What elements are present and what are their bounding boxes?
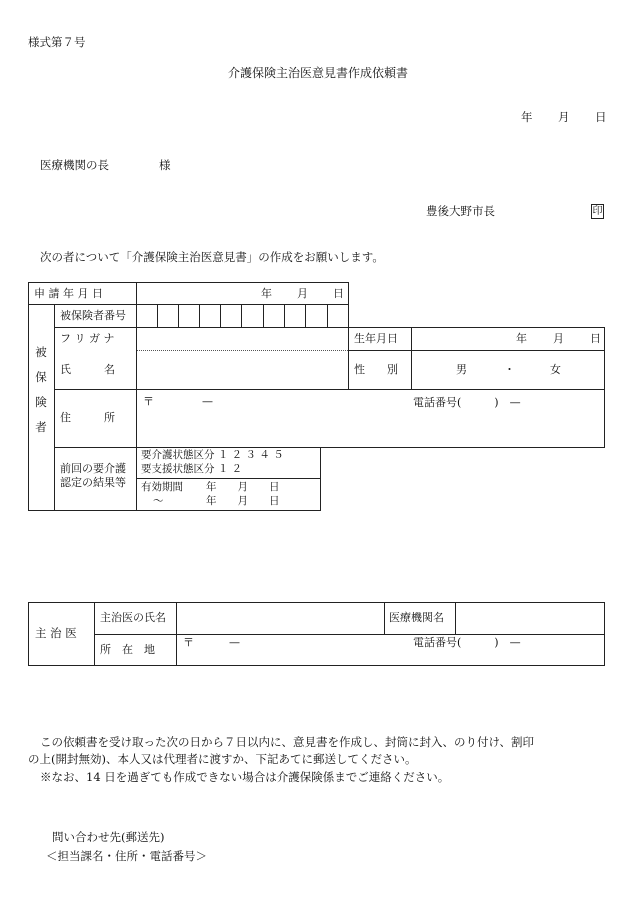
address-postal-dash: — bbox=[202, 395, 213, 408]
instruction-line-1: この依頼書を受け取った次の日から７日以内に、意見書を作成し、封筒に封入、のり付け、割印 bbox=[40, 735, 535, 749]
birthdate-label: 生年月日 bbox=[354, 332, 398, 345]
valid-to: 年 月 日 bbox=[206, 495, 280, 507]
support-levels: 要支援状態区分 １ ２ bbox=[141, 463, 243, 475]
contact-label: 問い合わせ先(郵送先) bbox=[52, 830, 165, 844]
doctor-phone-label: 電話番号( ) — bbox=[413, 636, 521, 649]
application-date-month: 月 bbox=[297, 287, 308, 300]
contact-detail: ＜担当課名・住所・電話番号＞ bbox=[46, 849, 207, 863]
prev-result-label-2: 認定の結果等 bbox=[60, 476, 126, 489]
seal-mark: 印 bbox=[592, 206, 603, 217]
furigana-label: フ リ ガ ナ bbox=[60, 332, 115, 345]
sex-female: 女 bbox=[550, 363, 561, 376]
addressee: 医療機関の長 bbox=[40, 158, 109, 172]
page-title: 介護保険主治医意見書作成依頼書 bbox=[228, 66, 409, 80]
doctor-side-label: 主 治 医 bbox=[35, 626, 77, 640]
header-date-day: 日 bbox=[595, 110, 607, 124]
birthdate-year: 年 bbox=[516, 332, 527, 345]
request-text: 次の者について「介護保険主治医意見書」の作成をお願いします。 bbox=[40, 250, 384, 264]
birthdate-month: 月 bbox=[553, 332, 564, 345]
sender: 豊後大野市長 bbox=[426, 204, 495, 218]
address-phone-label: 電話番号( ) — bbox=[413, 396, 521, 409]
insured-number-label: 被保険者番号 bbox=[60, 309, 126, 322]
prev-result-label-1: 前回の要介護 bbox=[60, 462, 126, 475]
address-postal-mark: 〒 bbox=[143, 395, 154, 408]
doctor-postal-mark: 〒 bbox=[183, 636, 194, 649]
header-date-year: 年 bbox=[521, 110, 533, 124]
instruction-line-2: の上(開封無効)、本人又は代理者に渡すか、下記あてに郵送してください。 bbox=[28, 752, 417, 766]
institution-label: 医療機関名 bbox=[389, 611, 444, 624]
header-date-month: 月 bbox=[558, 110, 570, 124]
doctor-name-label: 主治医の氏名 bbox=[100, 611, 166, 624]
name-label: 氏 名 bbox=[60, 363, 115, 376]
address-label: 住 所 bbox=[60, 411, 115, 424]
location-label: 所 在 地 bbox=[100, 643, 155, 656]
birthdate-day: 日 bbox=[590, 332, 601, 345]
sex-separator: ・ bbox=[504, 363, 515, 376]
valid-tilde: ～ bbox=[153, 495, 164, 507]
doctor-postal-dash: — bbox=[229, 636, 240, 649]
addressee-suffix: 様 bbox=[159, 158, 171, 172]
sex-male: 男 bbox=[456, 363, 467, 376]
application-date-year: 年 bbox=[261, 287, 272, 300]
application-date-label: 申 請 年 月 日 bbox=[34, 287, 103, 300]
application-date-day: 日 bbox=[333, 287, 344, 300]
valid-period-label: 有効期間 bbox=[141, 481, 183, 493]
insured-side-label: 被 保 険 者 bbox=[35, 345, 47, 434]
instruction-note: ※なお、14 日を過ぎても作成できない場合は介護保険係までご連絡ください。 bbox=[40, 770, 450, 784]
form-number: 様式第７号 bbox=[28, 35, 86, 49]
sex-label: 性 別 bbox=[354, 363, 398, 376]
valid-from: 年 月 日 bbox=[206, 481, 280, 493]
care-levels: 要介護状態区分 １ ２ ３ ４ ５ bbox=[141, 449, 284, 461]
